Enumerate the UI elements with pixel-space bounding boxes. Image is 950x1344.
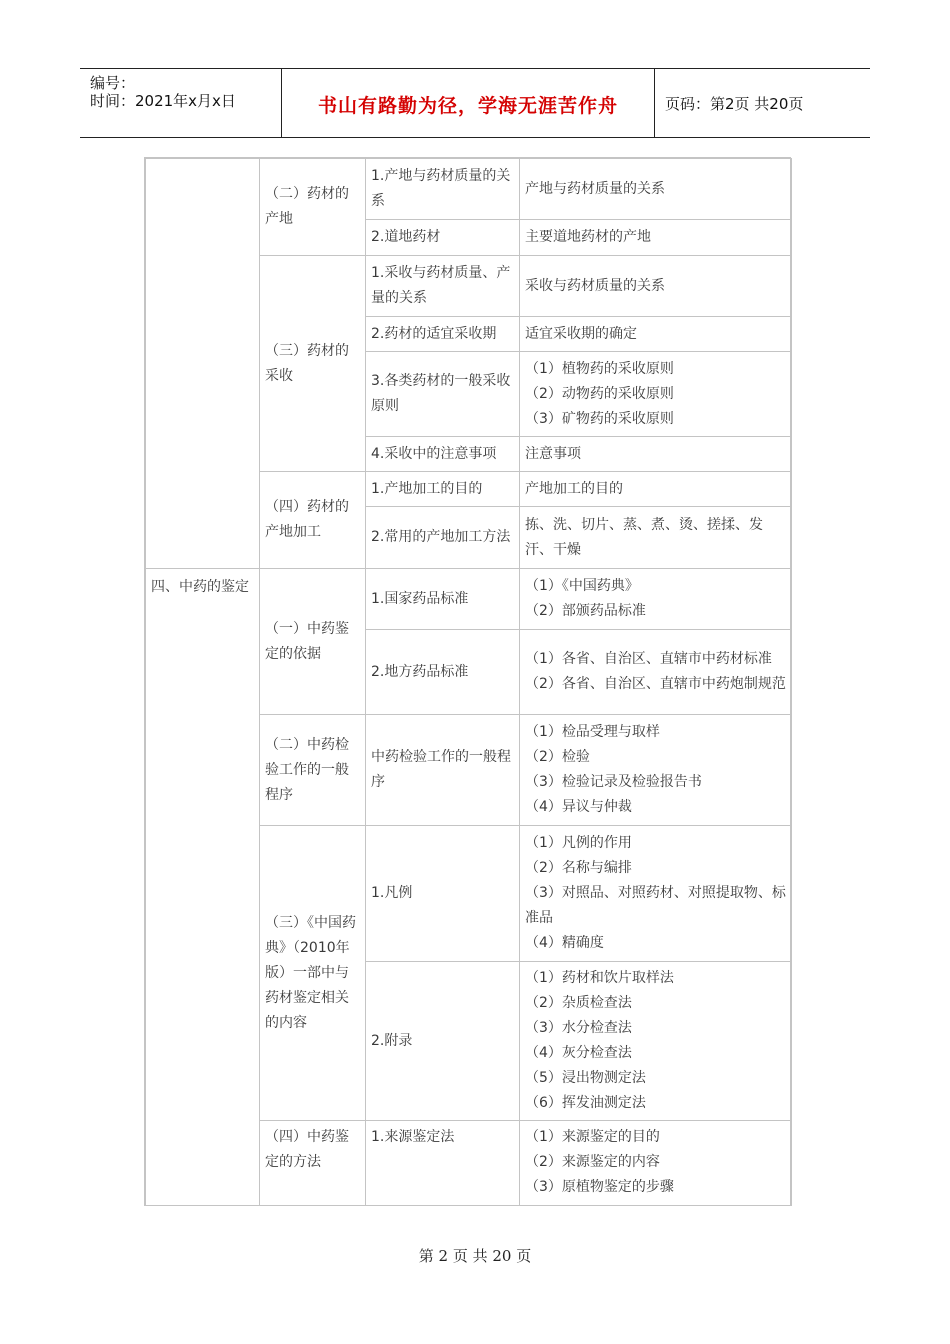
table-cell-item	[365, 158, 520, 220]
page-footer: 第 2 页 共 20 页	[418, 1247, 532, 1265]
content-list	[525, 357, 786, 432]
content-line: （2）部颁药品标准	[525, 603, 646, 619]
document-number-label: 编号：	[90, 74, 136, 92]
item-title: 2.药材的适宜采收期	[371, 325, 497, 342]
table-cell-item	[365, 629, 520, 715]
table-cell-subsection	[259, 1120, 366, 1206]
table-cell-item	[365, 714, 520, 826]
table-cell-content	[519, 158, 792, 220]
content-line: 产地加工的目的	[525, 480, 623, 497]
table-cell-subsection	[259, 714, 366, 826]
table-cell-content	[519, 714, 792, 826]
document-date-label: 时间：2021年x月x日	[90, 92, 236, 110]
table-cell-content	[519, 568, 792, 630]
item-title: 1.凡例	[371, 885, 413, 901]
content-line: （2）检验	[525, 749, 590, 765]
content-line: 产地与药材质量的关系	[525, 180, 665, 197]
content-line: （4）灰分检查法	[525, 1045, 632, 1061]
table-cell-subsection	[259, 255, 366, 472]
item-title: 2.地方药品标准	[371, 663, 469, 680]
content-line: （2）各省、自治区、直辖市中药炮制规范	[525, 676, 786, 692]
content-line: （2）名称与编排	[525, 860, 632, 876]
content-line: 注意事项	[525, 445, 581, 462]
content-line: （1）药材和饮片取样法	[525, 970, 674, 986]
content-list	[525, 477, 786, 502]
page-header	[80, 68, 870, 138]
table-cell-item	[365, 219, 520, 256]
content-line: （3）原植物鉴定的步骤	[525, 1179, 674, 1195]
content-line: （1）检品受理与取样	[525, 724, 660, 740]
table-cell-content	[519, 316, 792, 352]
subsection-title: （四）中药鉴定的方法	[265, 1129, 349, 1170]
table-cell-content	[519, 219, 792, 256]
table-cell-content	[519, 506, 792, 569]
table-cell-subsection	[259, 568, 366, 715]
table-cell-subsection	[259, 825, 366, 1121]
content-list	[525, 1125, 786, 1200]
content-line: 适宜采收期的确定	[525, 325, 637, 342]
content-list	[525, 322, 786, 347]
item-title: 2.附录	[371, 1032, 413, 1049]
table-cell-item	[365, 506, 520, 569]
content-line: （2）杂质检查法	[525, 995, 632, 1011]
table-cell-content	[519, 629, 792, 715]
content-line: （3）对照品、对照药材、对照提取物、标准品	[525, 885, 786, 926]
content-list	[525, 274, 786, 299]
subsection-title: （一）中药鉴定的依据	[265, 620, 349, 662]
item-title: 1.产地与药材质量的关系	[371, 168, 511, 209]
item-title: 1.来源鉴定法	[371, 1129, 455, 1145]
table-cell-item	[365, 255, 520, 317]
content-list	[525, 225, 786, 250]
content-line: （1）植物药的采收原则	[525, 360, 674, 377]
content-list	[525, 831, 786, 956]
table-cell-item	[365, 961, 520, 1121]
content-line: （1）来源鉴定的目的	[525, 1129, 660, 1145]
header-motto: 书山有路勤为径，学海无涯苦作舟	[317, 95, 618, 117]
subsection-title: （四）药材的产地加工	[265, 499, 349, 540]
subsection-title: （三）药材的采收	[265, 342, 349, 384]
content-line: （6）挥发油测定法	[525, 1095, 646, 1111]
table-cell-subsection	[259, 158, 366, 256]
content-list	[525, 442, 786, 467]
content-line: （1）《中国药典》	[525, 578, 639, 594]
header-meta-cell	[80, 69, 282, 137]
table-cell-content	[519, 825, 792, 962]
syllabus-table	[144, 157, 791, 1206]
header-motto-cell	[282, 69, 655, 137]
table-cell-item	[365, 316, 520, 352]
table-cell-content	[519, 471, 792, 507]
item-title: 2.道地药材	[371, 229, 441, 245]
table-cell-content	[519, 961, 792, 1121]
content-line: （1）各省、自治区、直辖市中药材标准	[525, 651, 772, 667]
content-line: （1）凡例的作用	[525, 835, 632, 851]
content-line: （5）浸出物测定法	[525, 1070, 646, 1086]
item-title: 中药检验工作的一般程序	[371, 749, 511, 790]
content-line: （4）精确度	[525, 935, 604, 951]
table-cell-subsection	[259, 471, 366, 569]
content-line: 拣、洗、切片、蒸、煮、烫、搓揉、发汗、干燥	[525, 516, 763, 558]
content-line: （2）来源鉴定的内容	[525, 1154, 660, 1170]
table-cell-item	[365, 825, 520, 962]
item-title: 1.国家药品标准	[371, 590, 469, 607]
table-cell-section	[145, 568, 260, 1206]
table-cell-content	[519, 1120, 792, 1206]
item-title: 3.各类药材的一般采收原则	[371, 373, 511, 414]
table-cell-item	[365, 568, 520, 630]
item-title: 2.常用的产地加工方法	[371, 529, 511, 545]
table-cell-item	[365, 351, 520, 437]
subsection-title: （三）《中国药典》（2010年版）一部中与药材鉴定相关的内容	[265, 914, 356, 1031]
content-line: （3）矿物药的采收原则	[525, 410, 674, 427]
content-list	[525, 720, 786, 820]
item-title: 1.采收与药材质量、产量的关系	[371, 265, 511, 306]
table-cell-item	[365, 471, 520, 507]
content-line: （2）动物药的采收原则	[525, 385, 674, 402]
table-cell-item	[365, 1120, 520, 1206]
section-title: 四、中药的鉴定	[151, 579, 249, 595]
table-cell-section-continued	[145, 158, 260, 569]
item-title: 4.采收中的注意事项	[371, 445, 497, 462]
table-cell-content	[519, 436, 792, 472]
content-list	[525, 513, 786, 563]
content-list	[525, 966, 786, 1116]
content-line: （3）检验记录及检验报告书	[525, 774, 702, 790]
subsection-title: （二）药材的产地	[265, 186, 349, 227]
content-line: （3）水分检查法	[525, 1020, 632, 1036]
table-cell-item	[365, 436, 520, 472]
table-cell-content	[519, 255, 792, 317]
content-line: 主要道地药材的产地	[525, 229, 651, 245]
content-line: （4）异议与仲裁	[525, 799, 632, 815]
header-page-cell	[655, 69, 870, 137]
subsection-title: （二）中药检验工作的一般程序	[265, 736, 349, 803]
table-cell-content	[519, 351, 792, 437]
content-line: 采收与药材质量的关系	[525, 277, 665, 294]
header-page-number: 页码：第2页 共20页	[665, 95, 804, 113]
content-list	[525, 647, 786, 697]
content-list	[525, 574, 786, 624]
content-list	[525, 177, 786, 202]
item-title: 1.产地加工的目的	[371, 480, 483, 497]
